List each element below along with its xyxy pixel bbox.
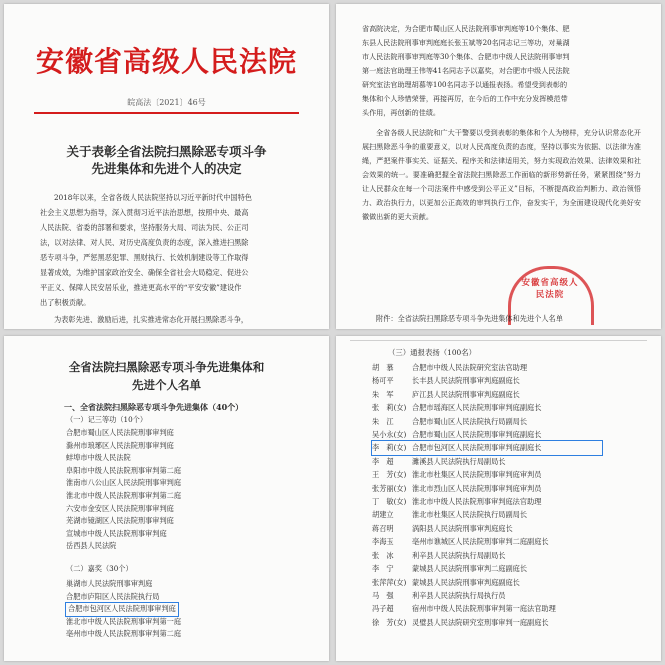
person-name: 张 莉(女) (372, 403, 407, 413)
person-name: 张芳丽(女) (372, 483, 407, 493)
body-line: 人民法院、省委的部署和要求，坚持服务大局、司法为民、公正司 (40, 223, 249, 232)
decision-paragraph-2: 全省各级人民法院和广大干警要以受到表彰的集体和个人为榜样，充分认识常态化开展扫黑除恶斗争的重要意义，以对人民高度负责的态度，坚持以事实为依据、以法律为准绳，严把案件事实关、证据关、程序关和法律适用关，努力实现政治效果、法律效果和社会效果的统一。要准确把握全省法院扫黑除恶工作面临的新形势新任务，紧紧围绕“努力让人民群众在每一个司法案件中感受到公平正义”目标，不断提高政治判断力、政治领悟力、政治执行力，以更加公正高效的审判执行工作，奋发实干，为全面建设现代化美好安徽做出新的更大贡献。 (362, 128, 641, 221)
list-item (372, 602, 602, 615)
divider (350, 340, 647, 341)
body-line: 平正义、保障人民安居乐业，推进更高水平的“平安安徽”建设作 (40, 283, 242, 292)
list-item: 巢湖市人民法院刑事审判庭 (66, 579, 153, 588)
highlighted-list-item (66, 603, 181, 616)
merit-collectives-list (66, 427, 181, 553)
list-item: 宣城市中级人民法院刑事审判庭 (66, 528, 167, 538)
list-item (372, 455, 602, 468)
person-organization: 宿州市中级人民法院刑事审判第一庭法官助理 (412, 604, 556, 614)
person-name: 徐 芳(女) (372, 617, 407, 627)
list-item (372, 589, 602, 602)
list-item: 岳西县人民法院 (66, 541, 117, 551)
body-line: 集体和个人珍惜荣誉，再接再厉，在今后的工作中充分发挥模范带 (362, 94, 568, 103)
subsection-commendation: （二）嘉奖（30个） (66, 564, 133, 573)
person-name: 李海玉 (372, 537, 394, 547)
attachment-note: 附件：全省法院扫黑除恶专项斗争先进集体和先进个人名单 (376, 314, 563, 323)
body-line: 头作用，再创新的佳绩。 (362, 108, 441, 117)
headline-line-2: 先进集体和先进个人的决定 (91, 161, 242, 176)
list-item: 蚌埠市中级人民法院 (66, 453, 131, 463)
person-name: 杨可平 (372, 376, 394, 386)
name-list-page-1 (4, 336, 329, 661)
person-name: 朱 江 (372, 416, 394, 426)
person-organization: 灵璧县人民法院研究室刑事审判一庭副庭长 (412, 617, 549, 627)
person-organization: 合肥市中级人民法院研究室法官助理 (412, 363, 528, 372)
person-name: 李 宁 (372, 564, 394, 574)
person-organization: 合肥市蜀山区人民法院刑事审判庭副庭长 (412, 430, 542, 440)
section-heading: 一、全省法院扫黑除恶专项斗争先进集体（40个） (64, 402, 244, 412)
document-number: 皖高法〔2021〕46号 (127, 98, 206, 107)
person-organization: 淮北市烈山区人民法院刑事审判庭审判员 (412, 483, 542, 493)
person-organization: 亳州市谯城区人民法院刑事审判二庭副庭长 (412, 537, 549, 547)
body-line: 2018年以来，全省各级人民法院坚持以习近平新时代中国特色 (54, 193, 252, 202)
body-tail: 为表彰先进、激励后进，扎实推进常态化开展扫黑除恶斗争， (54, 315, 249, 324)
person-name: 张 冰 (372, 550, 394, 560)
person-organization: 合肥市包河区人民法院刑事审判庭副庭长 (412, 443, 542, 453)
list-item: 芜湖市镜湖区人民法院刑事审判庭 (66, 516, 174, 526)
person-name: 王 芳(女) (372, 470, 407, 480)
decision-body (40, 190, 311, 310)
list-item (372, 495, 602, 508)
body-line: 东县人民法院刑事审判庭庭长张玉斌等20名同志记三等功，对巢湖 (362, 38, 570, 47)
list-item: 淮北市中级人民法院刑事审判第一庭 (66, 616, 182, 626)
highlight-box: 合肥市包河区人民法院刑事审判庭 (66, 603, 178, 616)
person-name: 丁 敏(女) (372, 497, 407, 507)
list-item (372, 535, 602, 548)
person-name: 胡 慕 (372, 363, 394, 372)
commended-collectives-list (66, 578, 181, 641)
decision-page-1 (4, 4, 329, 329)
person-name: 冯子超 (372, 604, 394, 614)
person-organization: 淮北市杜集区人民法院执行局副局长 (412, 510, 528, 520)
person-organization: 濉溪县人民法院执行局副局长 (412, 456, 506, 466)
list-item: 六安市金安区人民法院刑事审判庭 (66, 503, 174, 513)
person-name: 吴小永(女) (372, 430, 407, 440)
list-item (372, 508, 602, 521)
list-item (372, 482, 602, 495)
list-item (372, 388, 602, 401)
person-name: 朱 军 (372, 389, 394, 399)
person-organization: 蒙城县人民法院刑事审判庭副庭长 (412, 577, 520, 587)
list-item (372, 562, 602, 575)
list-item (372, 616, 602, 629)
person-name: 蒋召明 (372, 523, 394, 533)
body-line: 省高院决定，为合肥市蜀山区人民法院刑事审判庭等10个集体、肥 (362, 24, 570, 33)
person-organization: 利辛县人民法院执行局执行员 (412, 590, 506, 600)
body-line: 市人民法院刑事审判庭等30个集体、合肥市中级人民法院刑事审判 (362, 52, 570, 61)
list-item (372, 468, 602, 481)
list-item: 合肥市蜀山区人民法院刑事审判庭 (66, 428, 174, 437)
court-title: 安徽省高级人民法院 (35, 45, 297, 78)
person-name: 胡建立 (372, 510, 394, 520)
body-line: 出了积极贡献。 (40, 298, 91, 307)
list-item: 亳州市中级人民法院刑事审判第二庭 (66, 629, 182, 639)
list-title-line-2: 先进个人名单 (132, 378, 201, 392)
list-item: 合肥市庐阳区人民法院执行局 (66, 591, 160, 601)
list-title-line-1: 全省法院扫黑除恶专项斗争先进集体和 (68, 360, 265, 374)
list-item (372, 361, 602, 374)
list-item: 淮南市八公山区人民法院刑事审判庭 (66, 478, 182, 488)
person-organization: 庐江县人民法院刑事审判庭副庭长 (412, 389, 520, 399)
body-line: 第一庭法官助理王伟等41名同志予以嘉奖，对合肥市中级人民法院 (362, 66, 570, 75)
seal-text: 安徽省高级人民法院 (521, 278, 579, 300)
decision-continuation (362, 22, 641, 120)
name-list-page-2 (336, 336, 661, 661)
person-name: 张萍萍(女) (372, 577, 407, 587)
list-item: 阜阳市中级人民法院刑事审判第二庭 (66, 465, 182, 475)
list-item (372, 428, 602, 441)
list-item (372, 401, 602, 414)
body-line: 显著成效，为维护国家政治安全、确保全省社会大局稳定、促进公 (40, 268, 249, 277)
person-organization: 利辛县人民法院执行局副局长 (412, 550, 506, 560)
body-line: 社会主义思想为指导，深入贯彻习近平法治思想，按照中央、最高 (40, 208, 249, 217)
list-item: 滁州市琅琊区人民法院刑事审判庭 (66, 440, 174, 450)
red-divider-line (34, 112, 299, 114)
person-organization: 蒙城县人民法院刑事审判二庭副庭长 (412, 564, 528, 574)
person-organization: 合肥市蜀山区人民法院执行局副局长 (412, 416, 528, 426)
highlighted-list-item (372, 441, 602, 454)
headline-line-1: 关于表彰全省法院扫黑除恶专项斗争 (66, 144, 267, 159)
body-line: 研究室法官助理胡慕等100名同志予以通报表扬。希望受到表彰的 (362, 80, 568, 89)
person-name: 李 超 (372, 456, 394, 466)
person-organization: 涡阳县人民法院刑事审判庭庭长 (412, 523, 513, 533)
list-item: 淮北市中级人民法院刑事审判第二庭 (66, 490, 182, 500)
subsection-third-class-merit: （一）记三等功（10个） (66, 415, 148, 424)
person-name: 马 强 (372, 590, 394, 600)
list-title (4, 358, 329, 394)
section-heading: （三）通报表扬（100名） (388, 348, 477, 357)
person-name: 李 莉(女) (372, 443, 407, 453)
list-item (372, 522, 602, 535)
decision-headline (34, 143, 299, 177)
person-organization: 长丰县人民法院刑事审判庭副庭长 (412, 376, 520, 386)
body-line: 法，以对法律、对人民、对历史高度负责的态度，深入推进扫黑除 (40, 238, 249, 247)
decision-page-2 (336, 4, 661, 329)
body-line: 恶专项斗争，严惩黑恶犯罪、黑财执行、长效机制建设等工作取得 (40, 253, 249, 262)
list-item (372, 576, 602, 589)
commended-individuals-list (372, 361, 602, 629)
person-organization: 合肥市瑶海区人民法院刑事审判庭副庭长 (412, 403, 542, 413)
list-item (372, 415, 602, 428)
person-organization: 淮北市杜集区人民法院刑事审判庭审判员 (412, 470, 542, 480)
person-organization: 淮北市中级人民法院刑事审判庭法官助理 (412, 497, 542, 507)
list-item (372, 549, 602, 562)
list-item (372, 374, 602, 387)
